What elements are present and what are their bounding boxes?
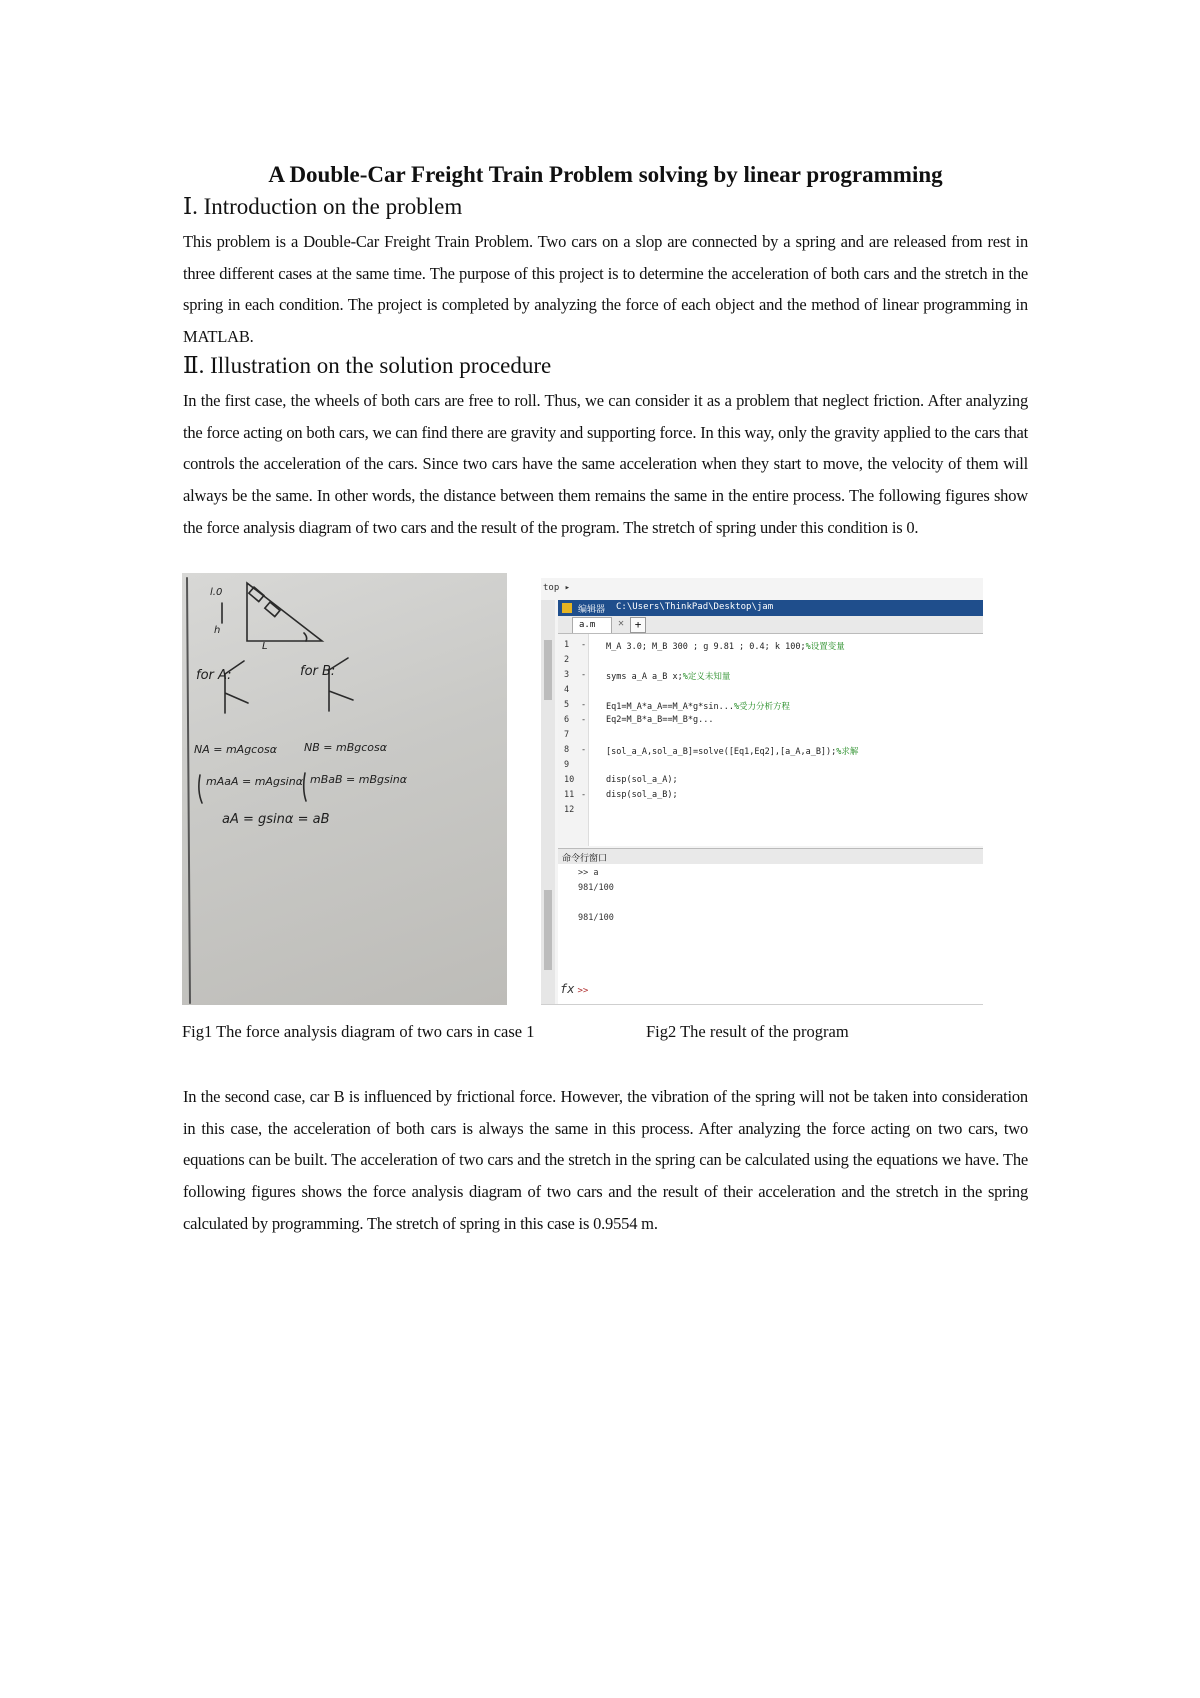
hw-eq-a1: NA = mAgcosα: [194, 743, 277, 756]
line-number: 3: [564, 670, 570, 680]
editor-tabs: [558, 616, 983, 634]
line-number: 4: [564, 685, 570, 695]
code-text: [606, 790, 678, 800]
editor-path: C:\Users\ThinkPad\Desktop\jam: [616, 602, 774, 612]
code-text: [606, 640, 845, 652]
tab-label: a.m: [579, 620, 596, 630]
case-two-paragraph: In the second case, car B is influenced by frictional force. However, the vibration of the spring will not be taken into consideration in this case, the acceleration of both cars is always the same in this process. After analyzing the force acting on two cars, two equations can be built. The acceleration of two cars and the stretch in the spring can be calculated using the equations we have. The following figures shows the force analysis diagram of two cars and the result of their acceleration and the stretch in the spring calculated by programming. The stretch of spring in this case is 0.9554 m.: [183, 1087, 1028, 1233]
car-b-sketch: [265, 602, 280, 616]
command-window-header: [558, 848, 983, 865]
section-heading-intro: Ⅰ. Introduction on the problem: [183, 194, 463, 219]
force-diagram-photo: [182, 573, 507, 1005]
code-comment: %求解: [836, 747, 859, 757]
hw-eq-a2: mAaA = mAgsinα: [206, 775, 303, 788]
prompt-symbol: >>: [577, 986, 589, 996]
intro-paragraph: This problem is a Double-Car Freight Train Problem. Two cars on a slop are connected by a spring and are released from rest in three different cases at the same time. The purpose of this project is to determine the acceleration of both cars and the stretch in the spring in each condition. The project is completed by analyzing the force of each object and the method of linear programming in MATLAB.: [183, 232, 1028, 347]
document-title: A Double-Car Freight Train Problem solving by linear programming: [268, 162, 943, 187]
cmd-line: 981/100: [578, 883, 614, 893]
code-statement: M_A 3.0; M_B 300 ; g 9.81 ; 0.4; k 100;: [606, 642, 806, 652]
code-statement: [sol_a_A,sol_a_B]=solve([Eq1,Eq2],[a_A,a_B]);: [606, 747, 837, 757]
tab-close-icon[interactable]: ✕: [618, 618, 625, 629]
matlab-toolbar: [541, 578, 983, 600]
code-text: [606, 715, 713, 725]
code-comment: %设置变量: [805, 642, 845, 652]
hw-eq-b1: NB = mBgcosα: [304, 741, 387, 754]
add-tab-button[interactable]: +: [630, 617, 646, 633]
cmd-line: 981/100: [578, 913, 614, 923]
line-number: 5: [564, 700, 570, 710]
hw-result: aA = gsinα = aB: [222, 812, 330, 827]
line-number: 10: [564, 775, 575, 785]
code-statement: disp(sol_a_A);: [606, 775, 678, 785]
cmd-line: >> a: [578, 868, 599, 878]
command-window[interactable]: [558, 864, 983, 1004]
figure-1-caption: Fig1 The force analysis diagram of two cars in case 1: [182, 1022, 535, 1041]
code-editor[interactable]: [558, 634, 983, 846]
code-comment: %定义未知量: [682, 672, 731, 682]
breakpoint-marker[interactable]: -: [581, 670, 587, 680]
code-statement: Eq1=M_A*a_A==M_A*g*sin...: [606, 702, 734, 712]
line-number: 1: [564, 640, 570, 650]
code-statement: Eq2=M_B*a_B==M_B*g...: [606, 715, 714, 725]
code-text: [606, 775, 678, 785]
code-statement: syms a_A a_B x;: [606, 672, 683, 682]
scroll-thumb-bottom[interactable]: [544, 890, 552, 970]
line-number: 7: [564, 730, 570, 740]
editor-icon: [562, 603, 572, 613]
hw-for-a: for A:: [196, 668, 232, 683]
editor-title: 编辑器: [578, 605, 606, 615]
tab-a-m[interactable]: [572, 617, 612, 633]
code-text: [606, 745, 858, 757]
svg-text:L: L: [262, 641, 268, 652]
hw-eq-b2: mBaB = mBgsinα: [310, 773, 408, 786]
line-number: 9: [564, 760, 570, 770]
line-number: 11: [564, 790, 575, 800]
editor-title-bar: [558, 600, 983, 616]
matlab-screenshot: [541, 578, 983, 1005]
code-statement: disp(sol_a_B);: [606, 790, 678, 800]
toolbar-label: top ▸: [543, 583, 571, 593]
breakpoint-marker[interactable]: -: [581, 745, 587, 755]
breakpoint-marker[interactable]: -: [581, 640, 587, 650]
scroll-thumb-top[interactable]: [544, 640, 552, 700]
solution-paragraph: In the first case, the wheels of both cars are free to roll. Thus, we can consider it as a problem that neglect friction. After analyzing the force acting on both cars, we can find there are gravity and supporting force. In this way, only the gravity applied to the cars that controls the acceleration of the cars. Since two cars have the same acceleration when they start to move, the velocity of them will always be the same. In other words, the distance between them remains the same in the entire process. The following figures show the force analysis diagram of two cars and the result of the program. The stretch of spring under this condition is 0.: [183, 391, 1028, 537]
code-comment: %受力分析方程: [733, 702, 791, 712]
breakpoint-marker[interactable]: -: [581, 700, 587, 710]
line-number: 2: [564, 655, 570, 665]
line-number: 12: [564, 805, 575, 815]
hw-for-b: for B:: [300, 664, 336, 679]
code-text: [606, 700, 790, 712]
section-heading-solution: Ⅱ. Illustration on the solution procedure: [183, 353, 552, 378]
code-text: [606, 670, 730, 682]
breakpoint-marker[interactable]: -: [581, 790, 587, 800]
svg-text:h: h: [214, 625, 221, 636]
breakpoint-marker[interactable]: -: [581, 715, 587, 725]
command-window-title: 命令行窗口: [562, 854, 608, 864]
command-prompt[interactable]: [560, 982, 588, 996]
matlab-left-scrollbar[interactable]: [541, 600, 555, 1004]
svg-text:l.0: l.0: [210, 587, 223, 598]
line-number: 8: [564, 745, 570, 755]
car-a-sketch: [249, 587, 264, 601]
line-number: 6: [564, 715, 570, 725]
handwritten-diagram: [182, 573, 507, 1005]
fx-icon: fx: [560, 982, 575, 996]
figure-2-caption: Fig2 The result of the program: [646, 1022, 849, 1041]
